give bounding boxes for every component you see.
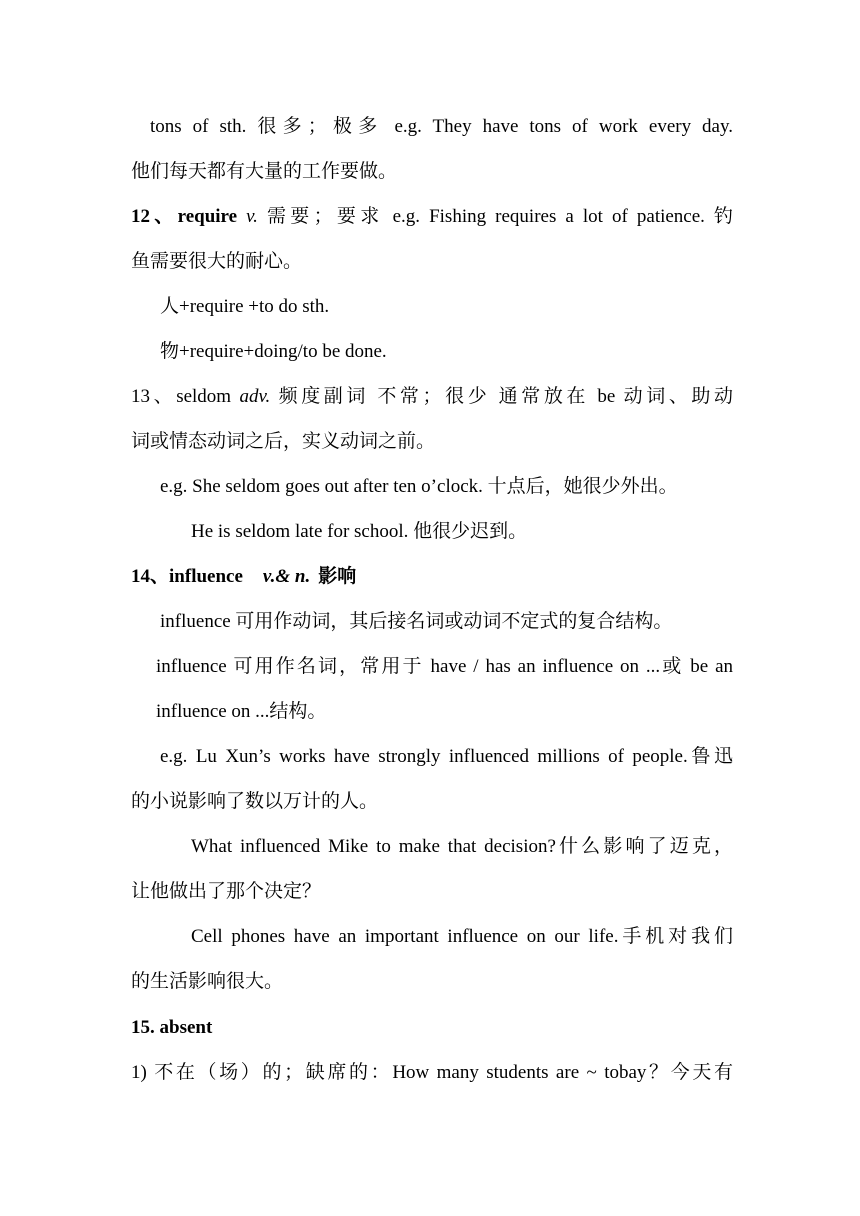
entry-seldom-line1 — [131, 382, 733, 412]
entry-absent-heading: 15. absent — [131, 1017, 213, 1038]
meaning: 很多；极多 — [257, 116, 384, 137]
entry-influence-usage2-line2: influence on ...结构。 — [156, 701, 327, 722]
part-of-speech: adv. — [239, 386, 271, 407]
entry-heading: 13、seldom — [131, 386, 232, 407]
entry-influence-usage2-line1: influence 可用作名词，常用于 have / has an influence on ...或 be an — [156, 656, 733, 677]
entry-seldom-line2: 词或情态动词之后，实义动词之前。 — [131, 431, 436, 452]
phrase: tons of sth. — [150, 116, 247, 137]
entry-influence-example3-line2: 的生活影响很大。 — [131, 971, 284, 992]
entry-influence-example1-line1: e.g. Lu Xun’s works have strongly influenced millions of people.鲁迅 — [160, 746, 733, 767]
entry-influence-example2-line1: What influenced Mike to make that decision?什么影响了迈克， — [191, 836, 733, 857]
entry-heading: 12、require — [131, 206, 238, 227]
entry-influence-heading: 14、influence v.& n. 影响 — [131, 566, 357, 587]
entry-require-pattern1: 人+require +to do sth. — [160, 296, 330, 317]
meaning: 需要；要求 — [267, 206, 384, 227]
entry-influence-example1-line2: 的小说影响了数以万计的人。 — [131, 791, 379, 812]
part-of-speech: v. — [246, 206, 258, 227]
entry-absent-item1-line1: 1) 不在（场）的；缺席的：How many students are ~ tobay？今天有 — [131, 1062, 733, 1083]
entry-require-line1 — [131, 202, 733, 232]
entry-seldom-example2: He is seldom late for school. 他很少迟到。 — [191, 521, 528, 542]
entry-influence-example3-line1: Cell phones have an important influence on our life.手机对我们 — [191, 926, 733, 947]
example: e.g. They have tons of work every day. — [394, 116, 733, 137]
meaning: 影响 — [318, 566, 357, 587]
part-of-speech: v.& n. — [262, 566, 311, 587]
entry-require-pattern2: 物+require+doing/to be done. — [160, 341, 387, 362]
entry-require-translation: 鱼需要很大的耐心。 — [131, 251, 303, 272]
entry-seldom-example1: e.g. She seldom goes out after ten o’clock. 十点后，她很少外出。 — [160, 476, 678, 497]
description: 频度副词 不常；很少 通常放在 be 动词、助动 — [278, 386, 734, 407]
entry-influence-example2-line2: 让他做出了那个决定？ — [131, 881, 322, 902]
entry-tons-translation: 他们每天都有大量的工作要做。 — [131, 161, 398, 182]
entry-influence-usage1: influence 可用作动词，其后接名词或动词不定式的复合结构。 — [160, 611, 673, 632]
entry-tons-line1 — [150, 112, 733, 142]
translation: 钓 — [714, 206, 734, 227]
example: e.g. Fishing requires a lot of patience. — [392, 206, 705, 227]
